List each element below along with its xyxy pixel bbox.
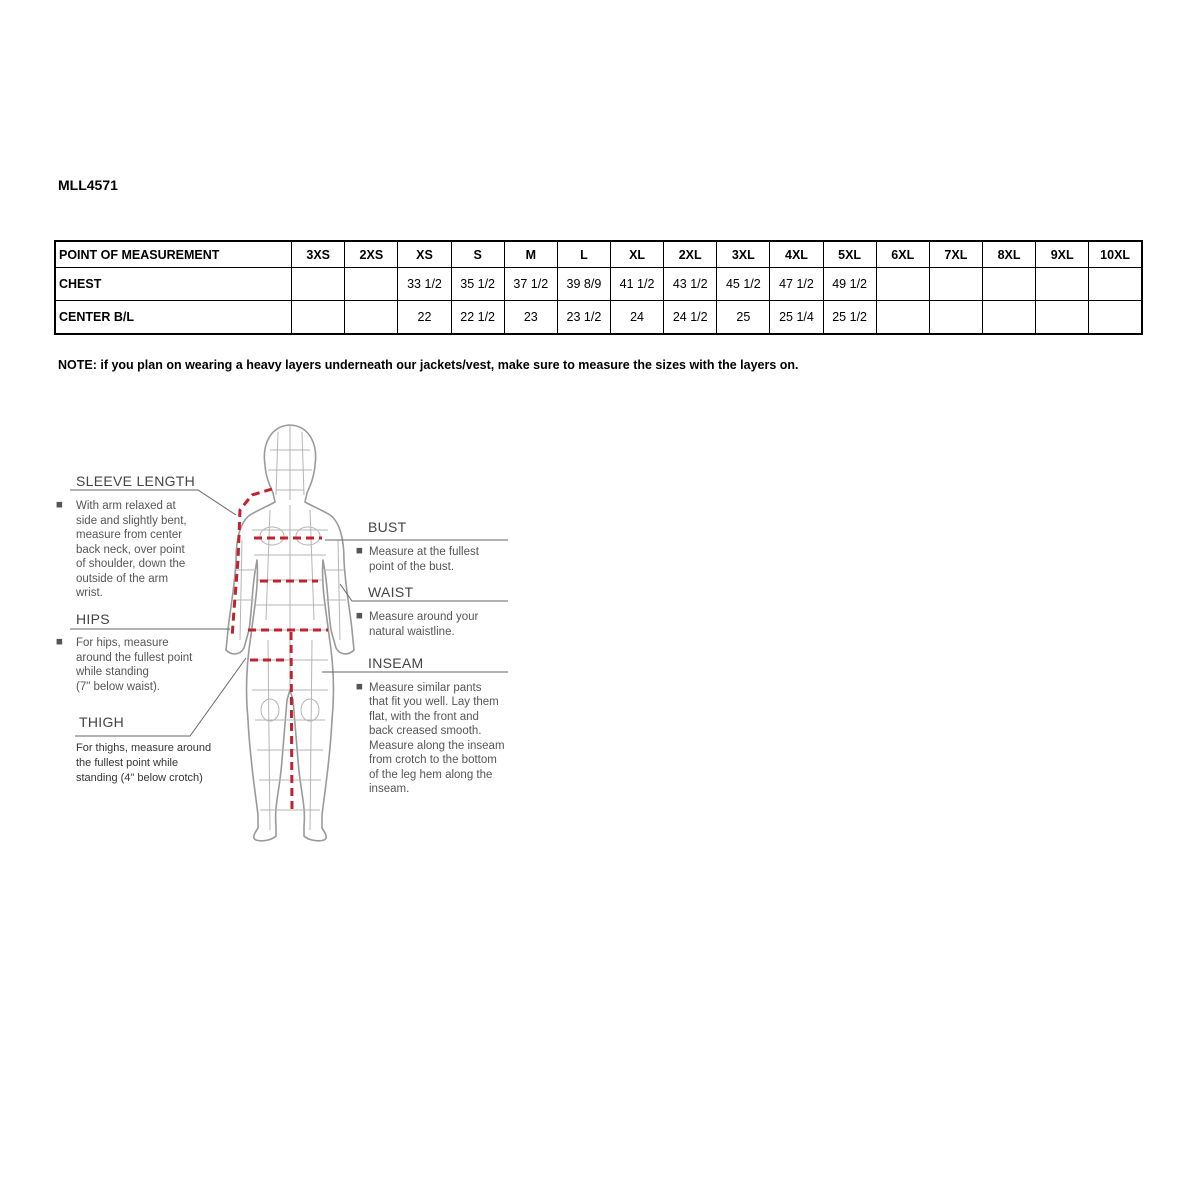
bullet-icon: ■ [356,610,363,622]
sleeve-length-text: side and slightly bent, [76,515,187,527]
sleeve-length-title: SLEEVE LENGTH [76,473,196,489]
sleeve-length-text: measure from center [76,529,183,541]
table-cell: 33 1/2 [398,268,451,301]
inseam-text: flat, with the front and [369,711,479,723]
table-cell: 23 [504,301,557,335]
size-header: 4XL [770,241,823,268]
thigh-text: the fullest point while [76,757,179,769]
size-header: 5XL [823,241,876,268]
hips-text: (7" below waist). [76,681,160,693]
style-code: MLL4571 [58,177,118,193]
table-cell: 49 1/2 [823,268,876,301]
row-label: CHEST [55,268,292,301]
thigh-text: For thighs, measure around [76,742,212,754]
inseam-line [291,632,292,810]
size-header: 10XL [1089,241,1142,268]
inseam-text: of the leg hem along the [369,769,493,781]
inseam-text: that fit you well. Lay them [369,696,499,708]
hips-text: while standing [76,666,149,678]
table-cell: 25 1/2 [823,301,876,335]
inseam-text: from crotch to the bottom [369,754,497,766]
measurement-lines [232,489,328,810]
bust-title: BUST [368,519,407,535]
table-cell: 23 1/2 [557,301,610,335]
layering-note: NOTE: if you plan on wearing a heavy layers underneath our jackets/vest, make sure to measure the sizes with the layers on. [58,358,799,372]
inseam-text: Measure similar pants [369,682,482,694]
size-header: S [451,241,504,268]
hips-text: around the fullest point [76,652,193,664]
size-header: 2XS [345,241,398,268]
inseam-text: inseam. [369,783,410,795]
table-cell: 35 1/2 [451,268,504,301]
size-header: XL [610,241,663,268]
bullet-icon: ■ [356,545,363,557]
thigh-text: standing (4" below crotch) [76,772,203,784]
bullet-icon: ■ [56,636,63,648]
size-header: 3XL [717,241,770,268]
bullet-icon: ■ [56,499,63,511]
inseam-text: Measure along the inseam [369,740,505,752]
size-header: 3XS [292,241,345,268]
inseam-title: INSEAM [368,655,424,671]
table-cell: 25 [717,301,770,335]
waist-text: natural waistline. [369,626,455,638]
bust-text: point of the bust. [369,561,455,573]
hips-title: HIPS [76,611,110,627]
table-cell: 24 1/2 [664,301,717,335]
size-header: L [557,241,610,268]
hips-text: For hips, measure [76,637,169,649]
size-header: 6XL [876,241,929,268]
sleeve-length-text: back neck, over point [76,544,185,556]
row-label: CENTER B/L [55,301,292,335]
waist-title: WAIST [368,584,414,600]
table-cell: 43 1/2 [664,268,717,301]
table-cell: 22 [398,301,451,335]
table-cell: 47 1/2 [770,268,823,301]
sleeve-length-text: With arm relaxed at [76,500,176,512]
size-header: 9XL [1036,241,1089,268]
size-header: 2XL [664,241,717,268]
size-header: XS [398,241,451,268]
table-cell: 25 1/4 [770,301,823,335]
inseam-text: back creased smooth. [369,725,482,737]
sleeve-length-text: outside of the arm [76,573,169,585]
table-cell: 22 1/2 [451,301,504,335]
waist-text: Measure around your [369,611,479,623]
table-cell: 41 1/2 [610,268,663,301]
table-cell: 24 [610,301,663,335]
table-cell: 45 1/2 [717,268,770,301]
size-header: 7XL [929,241,982,268]
sleeve-length-text: wrist. [76,587,103,599]
size-header: M [504,241,557,268]
bust-text: Measure at the fullest [369,546,479,558]
header-point-of-measurement: POINT OF MEASUREMENT [55,241,292,268]
sleeve-length-text: of shoulder, down the [76,558,186,570]
bullet-icon: ■ [356,681,363,693]
table-cell: 39 8/9 [557,268,610,301]
thigh-title: THIGH [79,714,125,730]
table-cell: 37 1/2 [504,268,557,301]
size-header: 8XL [982,241,1035,268]
